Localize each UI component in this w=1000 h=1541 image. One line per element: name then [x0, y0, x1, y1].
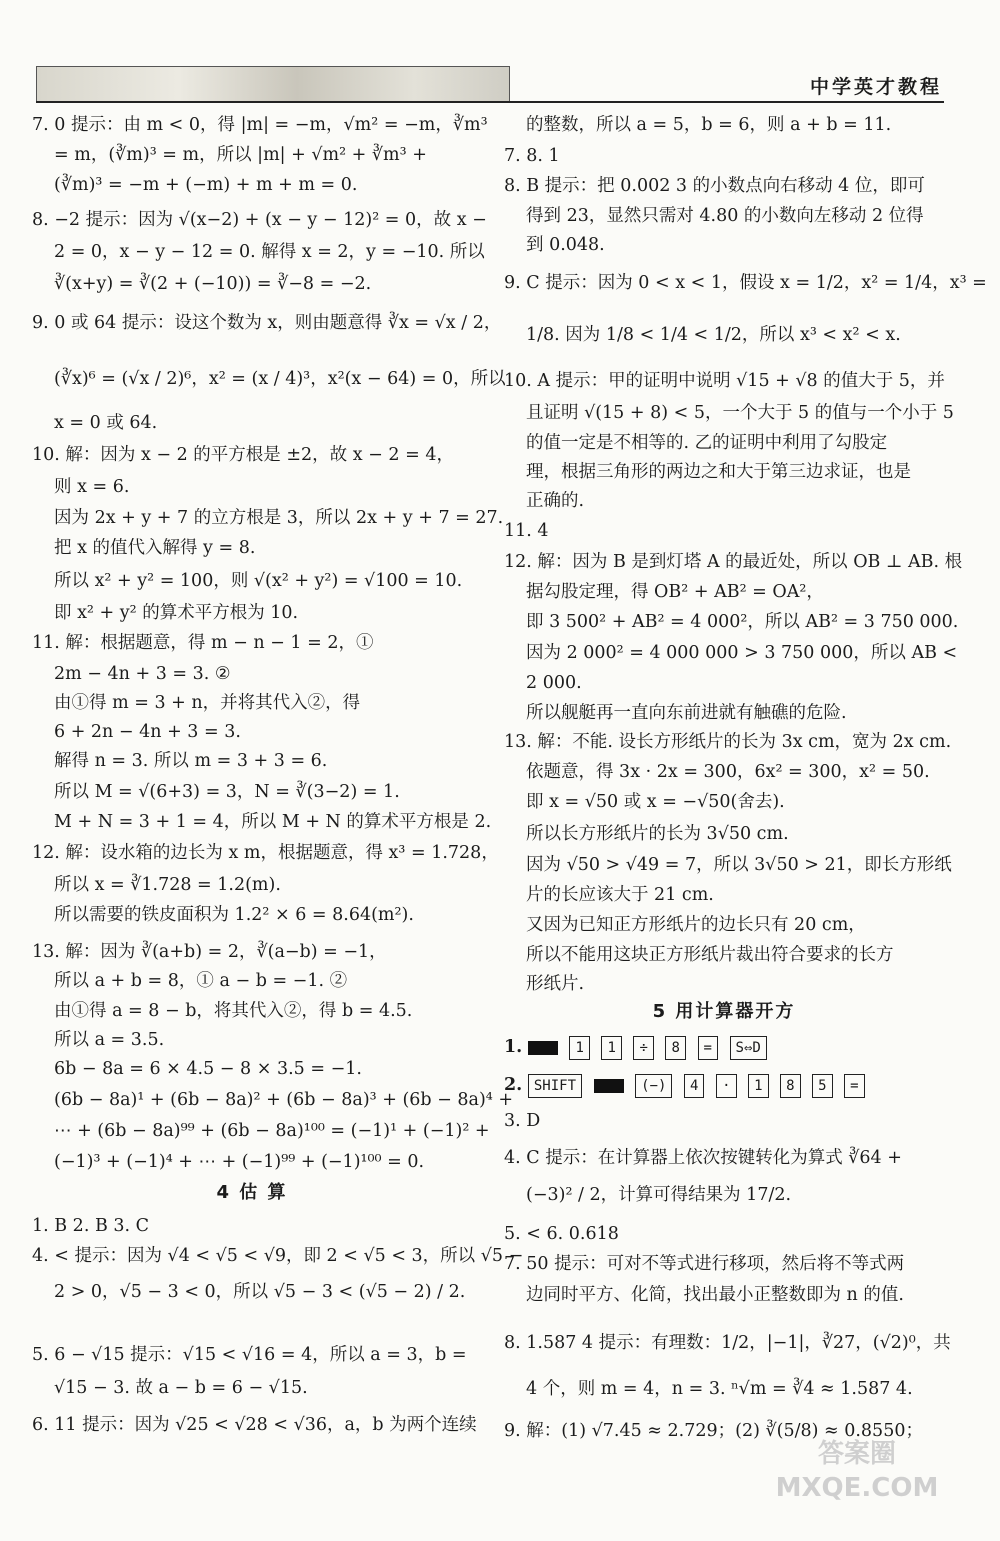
calc-key: (−)	[635, 1074, 672, 1098]
text-line: 2 = 0，x − y − 12 = 0. 解得 x = 2，y = −10. 所以	[54, 242, 485, 262]
text-line: (6b − 8a)¹ + (6b − 8a)² + (6b − 8a)³ + (6b − 8a)⁴ +	[54, 1090, 514, 1110]
section-heading: 5 用计算器开方	[652, 1001, 796, 1022]
text-line: 因为 √50 > √49 = 7，所以 3√50 > 21，即长方形纸	[526, 855, 952, 875]
text-line: 4 个，则 m = 4，n = 3. ⁿ√m = ∛4 ≈ 1.587 4.	[526, 1379, 913, 1399]
calc-key: 1	[748, 1074, 768, 1098]
text-line: 所以不能用这块正方形纸片裁出符合要求的长方	[526, 945, 894, 965]
sqrt-key-icon	[528, 1041, 558, 1055]
text-line: 由①得 a = 8 − b，将其代入②，得 b = 4.5.	[54, 1001, 413, 1021]
item-number: 1.	[504, 1037, 523, 1057]
text-line: √15 − 3. 故 a − b = 6 − √15.	[54, 1378, 308, 1398]
calc-key: =	[844, 1074, 864, 1098]
text-line: 所以长方形纸片的长为 3√50 cm.	[526, 824, 789, 844]
text-line: ∛(x+y) = ∛(2 + (−10)) = ∛−8 = −2.	[54, 274, 372, 294]
text-line: 8. 1.587 4 提示：有理数：1/2，|−1|，∛27，(√2)⁰，共	[504, 1333, 951, 1353]
sqrt-key-icon	[594, 1079, 624, 1093]
text-line: 1. B 2. B 3. C	[32, 1216, 150, 1236]
text-line: 解得 n = 3. 所以 m = 3 + 3 = 6.	[54, 751, 328, 771]
text-line: 所以 a + b = 8，① a − b = −1. ②	[54, 971, 348, 991]
text-line: 4. < 提示：因为 √4 < √5 < √9，即 2 < √5 < 3，所以 √5 −	[32, 1246, 524, 1266]
calc-key: ÷	[633, 1036, 653, 1060]
text-line: 9. C 提示：因为 0 < x < 1，假设 x = 1/2，x² = 1/4，x³ =	[504, 273, 987, 293]
text-line: 即 3 500² + AB² = 4 000²，所以 AB² = 3 750 000.	[526, 612, 959, 632]
text-line: 12. 解：设水箱的边长为 x m，根据题意，得 x³ = 1.728，	[32, 843, 499, 863]
text-line: 因为 2x + y + 7 的立方根是 3，所以 2x + y + 7 = 27.	[54, 508, 504, 528]
text-line: 即 x² + y² 的算术平方根为 10.	[54, 603, 299, 623]
text-line: 10. 解：因为 x − 2 的平方根是 ±2，故 x − 2 = 4，	[32, 445, 454, 465]
text-line: 1/8. 因为 1/8 < 1/4 < 1/2，所以 x³ < x² < x.	[526, 325, 901, 345]
text-line: 到 0.048.	[526, 235, 605, 255]
text-line: 2 000.	[526, 673, 582, 693]
watermark-url: MXQE.COM	[775, 1473, 939, 1503]
text-line: 5. < 6. 0.618	[504, 1224, 619, 1244]
text-line: 的值一定是不相等的. 乙的证明中利用了勾股定	[526, 433, 888, 453]
calc-key: =	[698, 1036, 718, 1060]
text-line: (∛m)³ = −m + (−m) + m + m = 0.	[54, 175, 358, 195]
text-line: 得到 23，显然只需对 4.80 的小数向左移动 2 位得	[526, 206, 924, 226]
calculator-sequence-1	[504, 1032, 773, 1062]
calc-key: 1	[569, 1036, 589, 1060]
text-line: 把 x 的值代入解得 y = 8.	[54, 538, 256, 558]
calc-key: SHIFT	[528, 1074, 582, 1098]
text-line: 所以 x² + y² = 100，则 √(x² + y²) = √100 = 10.	[54, 571, 463, 591]
text-line: (−1)³ + (−1)⁴ + ⋯ + (−1)⁹⁹ + (−1)¹⁰⁰ = 0.	[54, 1152, 425, 1172]
text-line: 2m − 4n + 3 = 3. ②	[54, 664, 231, 684]
text-line: 依题意，得 3x · 2x = 300，6x² = 300，x² = 50.	[526, 762, 930, 782]
text-line: 3. D	[504, 1111, 541, 1131]
text-line: x = 0 或 64.	[54, 413, 158, 433]
text-line: 11. 4	[504, 521, 549, 541]
text-line: 4. C 提示：在计算器上依次按键转化为算式 ∛64 +	[504, 1148, 902, 1168]
calc-key: 4	[684, 1074, 704, 1098]
watermark-logo-text: 答案圈	[817, 1439, 896, 1469]
text-line: 13. 解：不能. 设长方形纸片的长为 3x cm，宽为 2x cm.	[504, 732, 952, 752]
header-rule	[36, 101, 944, 103]
text-line: 边同时平方、化简，找出最小正整数即为 n 的值.	[526, 1285, 904, 1305]
watermark	[762, 1437, 952, 1507]
text-line: 所以 M = √(6+3) = 3，N = ∛(3−2) = 1.	[54, 782, 400, 802]
text-line: 6b − 8a = 6 × 4.5 − 8 × 3.5 = −1.	[54, 1059, 362, 1079]
calc-key: ·	[716, 1074, 736, 1098]
text-line: ⋯ + (6b − 8a)⁹⁹ + (6b − 8a)¹⁰⁰ = (−1)¹ + (−1)² +	[54, 1121, 490, 1141]
calc-key: S⇔D	[730, 1036, 767, 1060]
calc-key: 5	[812, 1074, 832, 1098]
text-line: 2 > 0，√5 − 3 < 0，所以 √5 − 3 < (√5 − 2) / 2.	[54, 1282, 466, 1302]
text-line: 形纸片.	[526, 974, 585, 994]
text-line: (−3)² / 2，计算可得结果为 17/2.	[526, 1185, 792, 1205]
brand-title: 中学英才教程	[809, 76, 942, 98]
text-line: 7. 50 提示：可对不等式进行移项，然后将不等式两	[504, 1254, 905, 1274]
calc-key: 8	[665, 1036, 685, 1060]
text-line: (∛x)⁶ = (√x / 2)⁶，x² = (x / 4)³，x²(x − 64) = 0，所以	[54, 369, 506, 389]
text-line: 9. 解：(1) √7.45 ≈ 2.729；(2) ∛(5/8) ≈ 0.8550；	[504, 1421, 923, 1441]
text-line: 12. 解：因为 B 是到灯塔 A 的最近处，所以 OB ⊥ AB. 根	[504, 552, 963, 572]
text-line: 据勾股定理，得 OB² + AB² = OA²，	[526, 582, 824, 602]
text-line: 且证明 √(15 + 8) < 5，一个大于 5 的值与一个小于 5	[526, 403, 954, 423]
text-line: 因为 2 000² = 4 000 000 > 3 750 000，所以 AB <	[526, 643, 958, 663]
header-banner	[36, 66, 510, 102]
text-line: 由①得 m = 3 + n，并将其代入②，得	[54, 693, 361, 713]
text-line: M + N = 3 + 1 = 4，所以 M + N 的算术平方根是 2.	[54, 812, 492, 832]
text-line: 6. 11 提示：因为 √25 < √28 < √36，a，b 为两个连续	[32, 1415, 477, 1435]
text-line: 13. 解：因为 ∛(a+b) = 2，∛(a−b) = −1，	[32, 942, 387, 962]
text-line: 所以 x = ∛1.728 = 1.2(m).	[54, 875, 281, 895]
text-line: 10. A 提示：甲的证明中说明 √15 + √8 的值大于 5，并	[504, 371, 945, 391]
text-line: 6 + 2n − 4n + 3 = 3.	[54, 722, 241, 742]
text-line: 所以需要的铁皮面积为 1.2² × 6 = 8.64(m²).	[54, 905, 414, 925]
text-line: = m，(∛m)³ = m，所以 |m| + √m² + ∛m³ +	[54, 145, 427, 165]
section-heading: 4 估 算	[216, 1182, 288, 1203]
text-line: 的整数，所以 a = 5，b = 6，则 a + b = 11.	[526, 115, 892, 135]
text-line: 11. 解：根据题意，得 m − n − 1 = 2，①	[32, 633, 374, 653]
text-line: 9. 0 或 64 提示：设这个数为 x，则由题意得 ∛x = √x / 2，	[32, 313, 502, 333]
text-line: 8. −2 提示：因为 √(x−2) + (x − y − 12)² = 0，故 x −	[32, 210, 487, 230]
text-line: 片的长应该大于 21 cm.	[526, 885, 714, 905]
text-line: 5. 6 − √15 提示：√15 < √16 = 4，所以 a = 3，b =	[32, 1345, 467, 1365]
text-line: 7. 0 提示：由 m < 0，得 |m| = −m，√m² = −m，∛m³	[32, 115, 488, 135]
text-line: 理，根据三角形的两边之和大于第三边求证，也是	[526, 462, 911, 482]
calc-key: 1	[601, 1036, 621, 1060]
text-line: 所以 a = 3.5.	[54, 1030, 165, 1050]
item-number: 2.	[504, 1075, 523, 1095]
text-line: 则 x = 6.	[54, 477, 130, 497]
text-line: 所以舰艇再一直向东前进就有触礁的危险.	[526, 703, 847, 723]
text-line: 8. B 提示：把 0.002 3 的小数点向右移动 4 位，即可	[504, 176, 925, 196]
calc-key: 8	[780, 1074, 800, 1098]
calculator-sequence-2	[504, 1070, 871, 1100]
text-line: 即 x = √50 或 x = −√50(舍去).	[526, 792, 785, 812]
text-line: 又因为已知正方形纸片的边长只有 20 cm，	[526, 915, 866, 935]
text-line: 7. 8. 1	[504, 146, 560, 166]
text-line: 正确的.	[526, 491, 585, 511]
